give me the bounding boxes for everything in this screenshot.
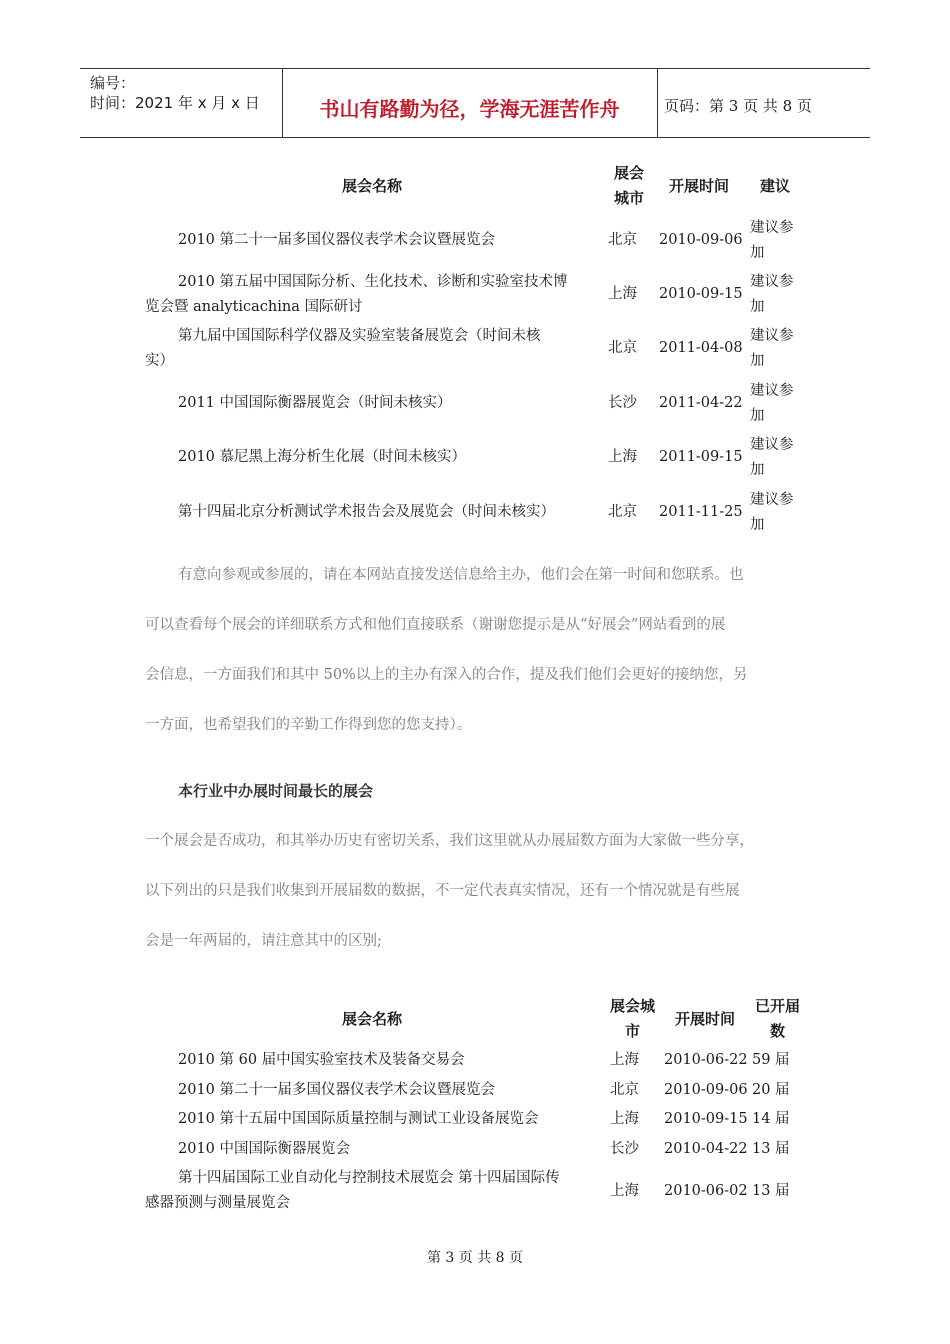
table2-header-date: 开展时间: [675, 1010, 736, 1028]
table1-row-advice-line: 建议参: [750, 220, 794, 236]
table2-header-city-line: 展会城: [610, 997, 656, 1015]
table2-row-name: 2010 中国国际衡器展览会: [178, 1141, 351, 1157]
table2-header-city-line: 市: [625, 1022, 641, 1040]
header-divider: [657, 69, 658, 137]
table2-row-count: 13 届: [752, 1183, 790, 1199]
table1-header-city-line: 展会: [614, 164, 645, 182]
header-motto: 书山有路勤为径，学海无涯苦作舟: [319, 97, 620, 121]
table1-row-advice-line: 加: [750, 408, 765, 424]
table1-row-advice-line: 建议参: [750, 328, 794, 344]
table1-row-advice-line: 建议参: [750, 383, 794, 399]
table1-row-city: 上海: [608, 286, 637, 302]
page-header: [80, 68, 870, 138]
section-title: 本行业中办展时间最长的展会: [178, 782, 374, 800]
paragraph-line: 会信息，一方面我们和其中 50%以上的主办有深入的合作，提及我们他们会更好的接纳您，另: [145, 667, 748, 683]
table2-header-count: [755, 994, 800, 1044]
table2-row-date: 2010-04-22: [664, 1141, 748, 1157]
table2-row-count: 14 届: [752, 1111, 790, 1127]
table1-row-date: 2011-11-25: [659, 504, 743, 520]
table1-row-city: 北京: [608, 232, 637, 248]
table1-row-advice-line: 建议参: [750, 274, 794, 290]
table1-row-date: 2011-04-22: [659, 395, 743, 411]
table2-row-date: 2010-09-15: [664, 1111, 748, 1127]
table1-row-advice: [750, 216, 794, 266]
table1-row-name: 2011 中国国际衡器展览会（时间未核实）: [178, 395, 452, 411]
table2-row-city: 北京: [610, 1082, 639, 1098]
table1-header-name: 展会名称: [342, 177, 403, 195]
table1-row-name: 2010 慕尼黑上海分析生化展（时间未核实）: [178, 449, 467, 465]
table2-row-city: 上海: [610, 1183, 639, 1199]
paragraph-line: 一方面，也希望我们的辛勤工作得到您的您支持）。: [145, 717, 472, 733]
paragraph-line: 以下列出的只是我们收集到开展届数的数据，不一定代表真实情况，还有一个情况就是有些展: [145, 883, 740, 899]
table1-row-city: 北京: [608, 504, 637, 520]
table1-row-name: 2010 第二十一届多国仪器仪表学术会议暨展览会: [178, 232, 496, 248]
table1-header-city-line: 城市: [614, 189, 645, 207]
table1-row-advice-line: 加: [750, 517, 765, 533]
table1-row-date: 2010-09-06: [659, 232, 743, 248]
table1-row-date: 2011-09-15: [659, 449, 743, 465]
table1-row-advice-line: 加: [750, 299, 765, 315]
table1-row-name: 2010 第五届中国国际分析、生化技术、诊断和实验室技术博: [178, 274, 568, 290]
table1-row-name: 第十四届北京分析测试学术报告会及展览会（时间未核实）: [178, 504, 555, 520]
table2-row-date: 2010-06-22: [664, 1052, 748, 1068]
table1-row-name-cont: 览会暨 analyticachina 国际研讨: [145, 299, 363, 315]
table1-row-advice-line: 加: [750, 245, 765, 261]
table1-row-name-cont: 实）: [145, 353, 174, 369]
table2-row-name: 2010 第 60 届中国实验室技术及装备交易会: [178, 1052, 465, 1068]
table1-row-advice: [750, 324, 794, 374]
table1-header-city: [614, 161, 644, 211]
paragraph-line: 可以查看每个展会的详细联系方式和他们直接联系（谢谢您提示是从“好展会”网站看到的展: [145, 617, 726, 633]
paragraph-line: 一个展会是否成功，和其举办历史有密切关系，我们这里就从办展届数方面为大家做一些分享，: [145, 833, 754, 849]
table1-row-advice: [750, 379, 794, 429]
table1-row-name: 第九届中国国际科学仪器及实验室装备展览会（时间未核: [178, 328, 541, 344]
table2-header-name: 展会名称: [342, 1010, 403, 1028]
table2-header-count-line: 数: [770, 1022, 786, 1040]
table2-row-count: 20 届: [752, 1082, 790, 1098]
table2-row-name: 第十四届国际工业自动化与控制技术展览会 第十四届国际传: [178, 1170, 560, 1186]
table2-row-date: 2010-06-02: [664, 1183, 748, 1199]
table1-row-advice: [750, 270, 794, 320]
table1-row-advice: [750, 433, 794, 483]
table1-row-advice-line: 加: [750, 462, 765, 478]
table2-header-count-line: 已开届: [755, 997, 801, 1015]
table1-row-date: 2010-09-15: [659, 286, 743, 302]
table2-row-name: 2010 第二十一届多国仪器仪表学术会议暨展览会: [178, 1082, 496, 1098]
table2-row-name: 2010 第十五届中国国际质量控制与测试工业设备展览会: [178, 1111, 539, 1127]
page-footer: 第 3 页 共 8 页: [426, 1250, 524, 1266]
table1-header-date: 开展时间: [669, 177, 730, 195]
table1-row-advice-line: 建议参: [750, 492, 794, 508]
table1-row-advice-line: 建议参: [750, 437, 794, 453]
table2-row-count: 13 届: [752, 1141, 790, 1157]
table2-row-city: 上海: [610, 1052, 639, 1068]
table1-row-advice: [750, 488, 794, 538]
table1-row-city: 北京: [608, 340, 637, 356]
header-page-info: 页码：第 3 页 共 8 页: [664, 97, 812, 115]
table1-row-city: 上海: [608, 449, 637, 465]
table2-header-city: [610, 994, 655, 1044]
header-meta: [90, 73, 260, 113]
table2-row-city: 上海: [610, 1111, 639, 1127]
table2-row-name-cont: 感器预测与测量展览会: [145, 1195, 290, 1211]
table2-row-date: 2010-09-06: [664, 1082, 748, 1098]
table1-row-advice-line: 加: [750, 353, 765, 369]
table1-header-advice: 建议: [760, 177, 791, 195]
table1-row-city: 长沙: [608, 395, 637, 411]
table2-row-city: 长沙: [610, 1141, 639, 1157]
document-number-label: 编号：: [90, 74, 136, 92]
table1-row-date: 2011-04-08: [659, 340, 743, 356]
document-time-label: 时间：2021 年 x 月 x 日: [90, 94, 260, 112]
paragraph-line: 有意向参观或参展的，请在本网站直接发送信息给主办，他们会在第一时间和您联系。也: [178, 567, 744, 583]
table2-row-count: 59 届: [752, 1052, 790, 1068]
paragraph-line: 会是一年两届的，请注意其中的区别;: [145, 933, 382, 949]
